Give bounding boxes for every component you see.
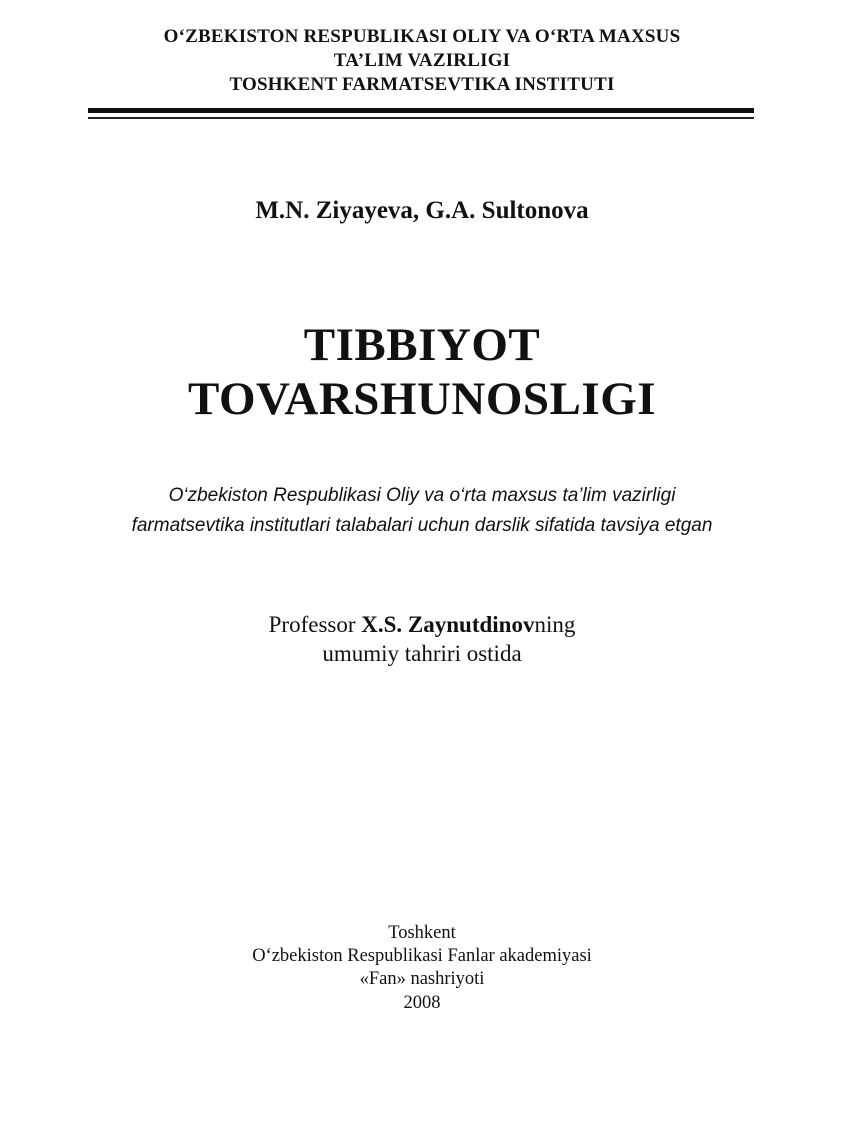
publisher-city: Toshkent xyxy=(388,923,456,943)
recommendation-line-1: O‘zbekiston Respublikasi Oliy va o‘rta maxsus ta’lim vazirligi xyxy=(168,485,676,506)
editor-prefix: Professor xyxy=(268,612,356,637)
publisher-org: O‘zbekiston Respublikasi Fanlar akademiyasi xyxy=(252,946,592,966)
header-divider-thin xyxy=(88,117,754,119)
publisher-house: «Fan» nashriyoti xyxy=(359,969,485,989)
publication-year: 2008 xyxy=(403,993,441,1013)
recommendation-line-2: farmatsevtika institutlari talabalari uchun darslik sifatida tavsiya etgan xyxy=(131,515,713,536)
title-line-1: TIBBIYOT xyxy=(303,319,541,371)
editor-name: X.S. Zaynutdinov xyxy=(361,612,535,637)
header-divider-thick xyxy=(88,108,754,113)
header-line-3: TOSHKENT FARMATSEVTIKA INSTITUTI xyxy=(229,74,615,95)
header-line-2: TA’LIM VAZIRLIGI xyxy=(333,50,511,71)
editor-suffix: ning xyxy=(534,612,576,637)
editor-line-1 xyxy=(0,612,844,638)
header-line-1: O‘ZBEKISTON RESPUBLIKASI OLIY VA O‘RTA MAXSUS xyxy=(163,26,681,47)
editor-line-2: umumiy tahriri ostida xyxy=(322,641,522,666)
title-line-2: TOVARSHUNOSLIGI xyxy=(187,373,657,425)
authors: M.N. Ziyayeva, G.A. Sultonova xyxy=(255,197,589,224)
